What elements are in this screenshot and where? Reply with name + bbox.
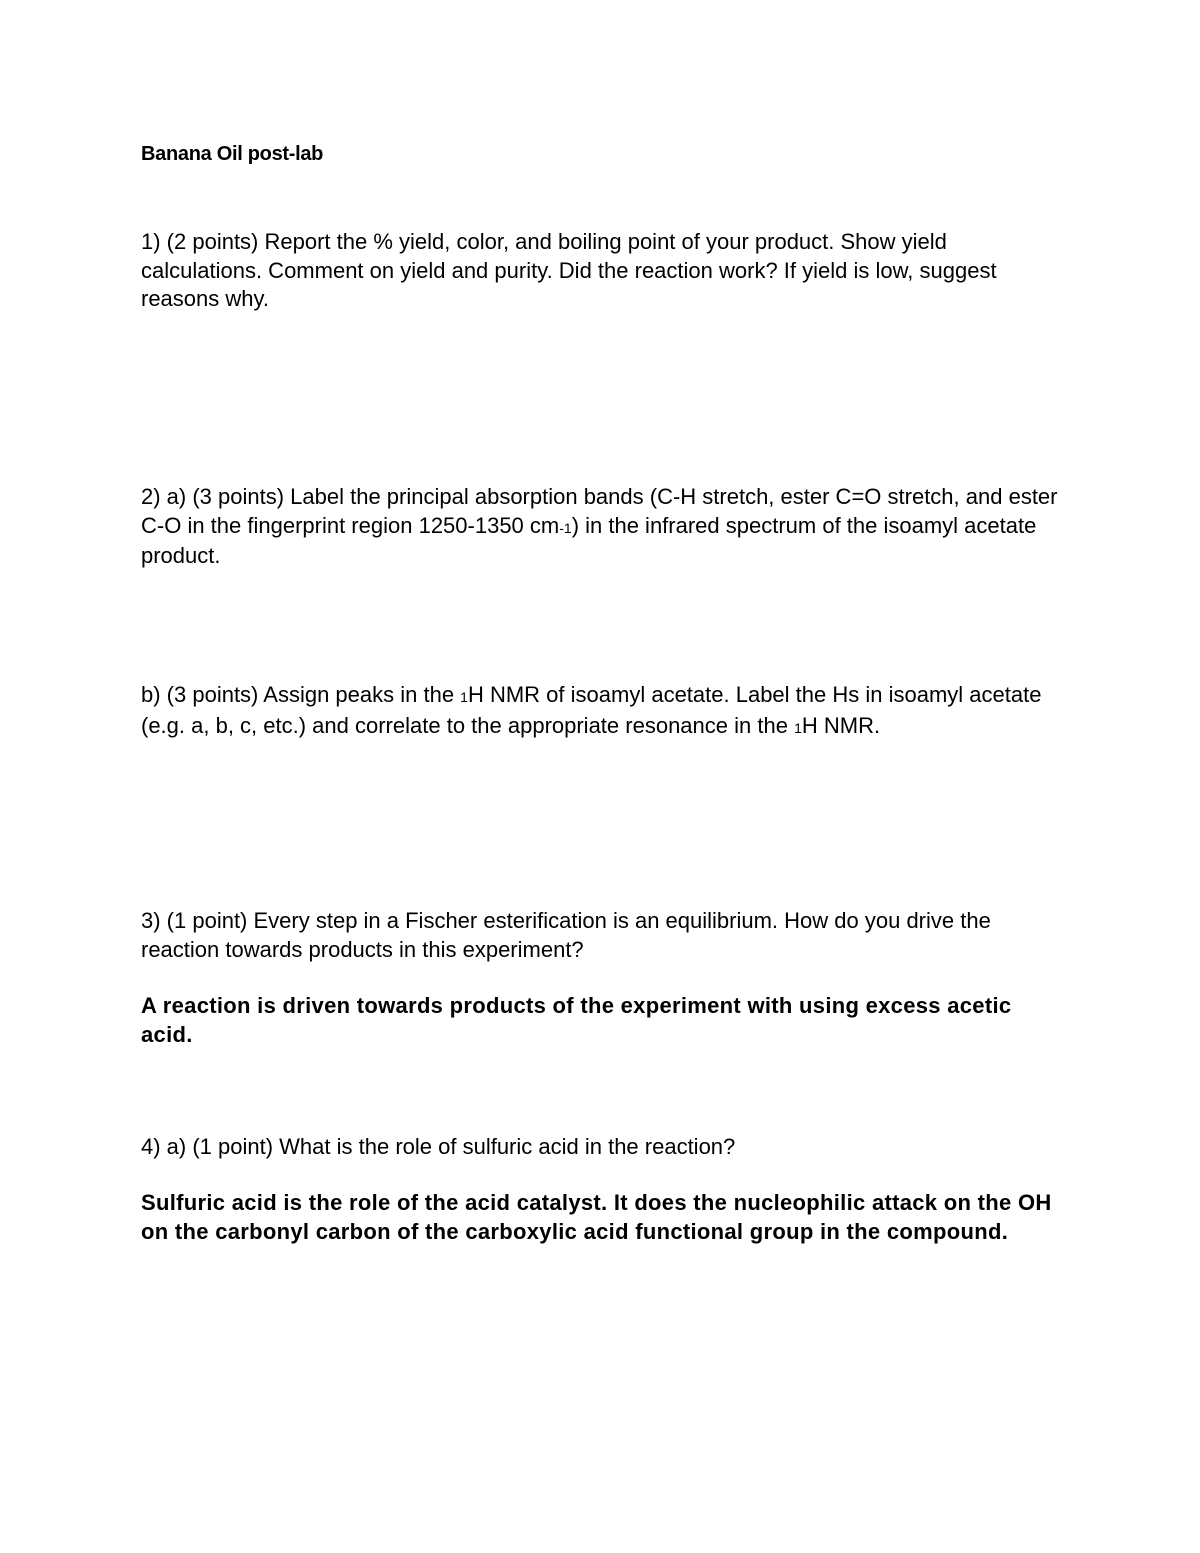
question-2a-text-end: ) in the infrared spectrum of the isoamyl acetate product. xyxy=(141,512,1037,568)
question-2a-text-start: 2) a) (3 points) Label the principal absorption bands (C-H stretch, ester C=O stretch, and ester C-O in the fingerprint region 1250-1350 cm xyxy=(141,484,1058,538)
answer-3: A reaction is driven towards products of the experiment with using excess acetic acid. xyxy=(141,993,1012,1047)
question-2b xyxy=(141,681,1061,742)
question-2b-isotope-1: 1 xyxy=(460,689,468,705)
question-2b-isotope-2: 1 xyxy=(794,719,802,736)
question-2a xyxy=(141,483,1061,571)
question-1: 1) (2 points) Report the % yield, color, and boiling point of your product. Show yield calculations. Comment on yield and purity. Did the reaction work? If yield is low, suggest reasons why. xyxy=(141,229,997,311)
answer-4a: Sulfuric acid is the role of the acid catalyst. It does the nucleophilic attack on the OH on the carbonyl carbon of the carboxylic acid functional group in the compound. xyxy=(141,1190,1052,1244)
question-2b-part1: b) (3 points) Assign peaks in the xyxy=(141,682,461,707)
question-2b-part2: H NMR of isoamyl acetate. Label the Hs in isoamyl acetate (e.g. a, b, c, etc.) and correlate to the appropriate resonance in the xyxy=(141,682,1042,738)
question-3: 3) (1 point) Every step in a Fischer esterification is an equilibrium. How do you drive the reaction towards products in this experiment? xyxy=(141,908,991,962)
question-4a: 4) a) (1 point) What is the role of sulfuric acid in the reaction? xyxy=(141,1134,736,1159)
question-2b-part3: H NMR. xyxy=(801,712,881,738)
document-title: Banana Oil post-lab xyxy=(141,143,324,165)
question-2a-unit-exponent: -1 xyxy=(559,519,572,536)
